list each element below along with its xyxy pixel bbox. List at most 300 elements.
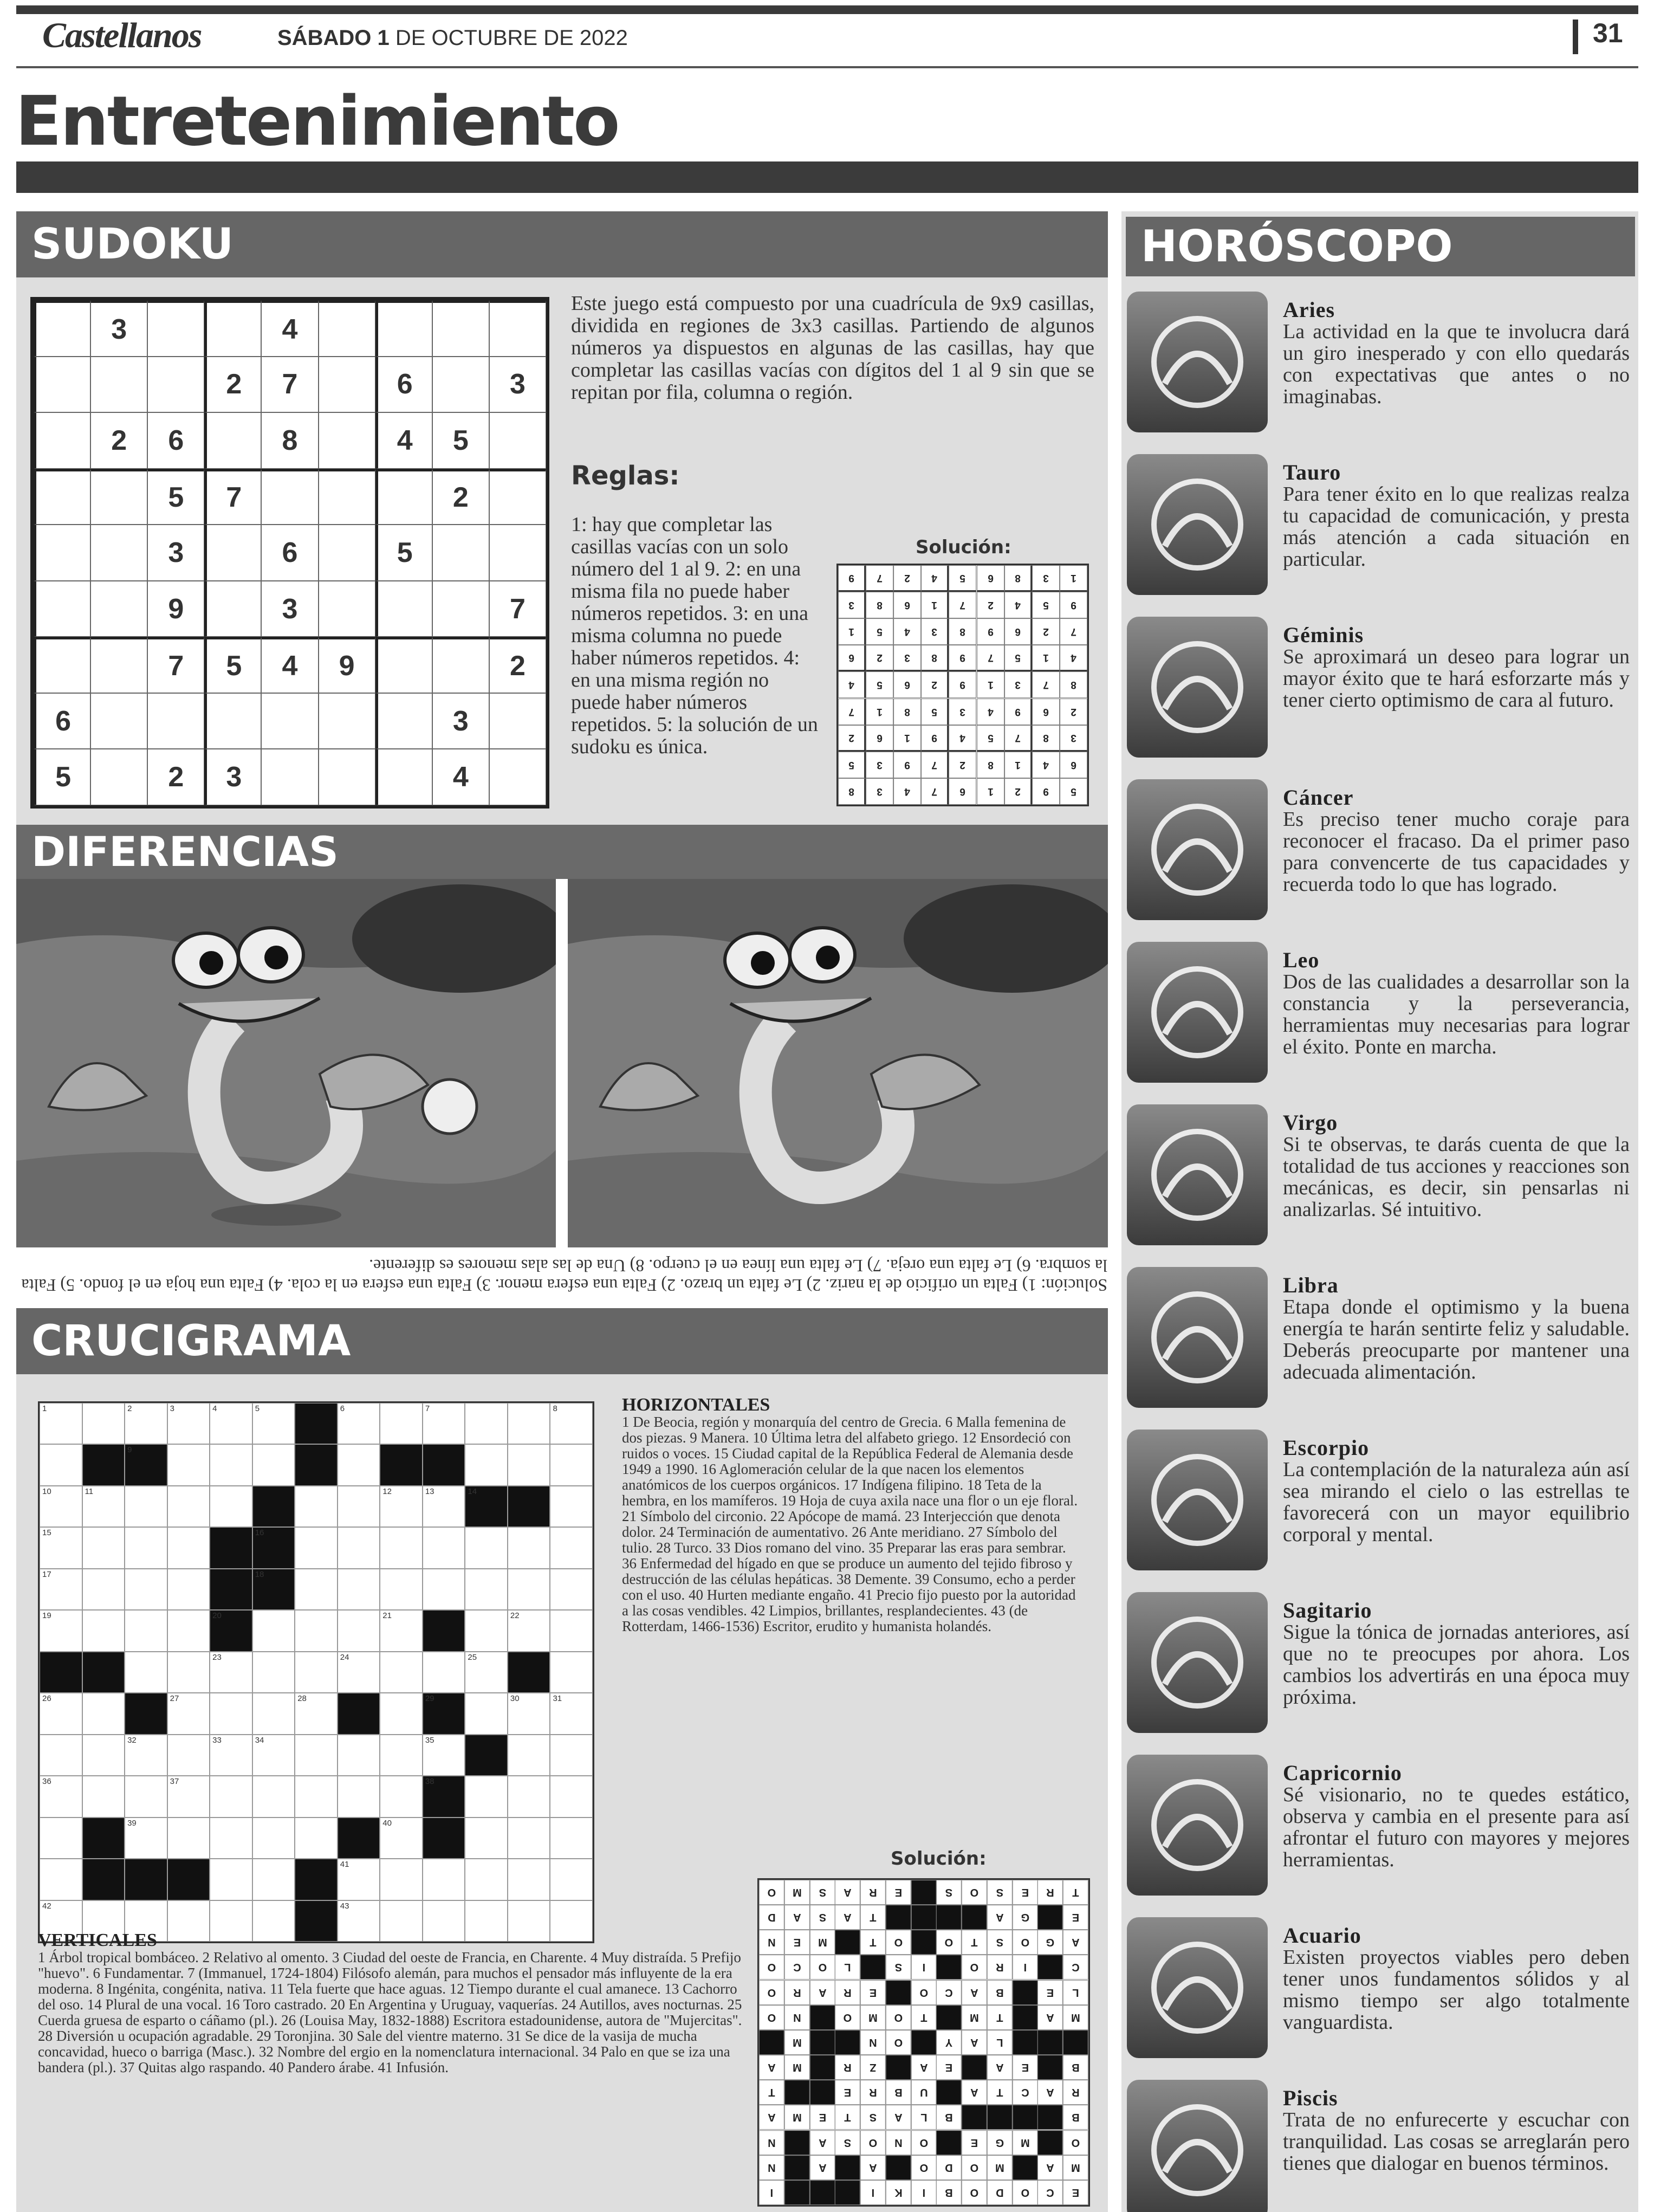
- crossword-cell[interactable]: [465, 1776, 508, 1817]
- crossword-solution-cell: E: [784, 1930, 810, 1955]
- sudoku-grid: [30, 297, 549, 809]
- crossword-cell[interactable]: [252, 1610, 295, 1651]
- crossword-solution-cell: O: [962, 2155, 987, 2180]
- crossword-solution-cell: R: [835, 1980, 860, 2005]
- crossword-clue-number: 7: [425, 1404, 430, 1413]
- crossword-solution-cell: [886, 1980, 911, 2005]
- crossword-cell[interactable]: [210, 1693, 252, 1734]
- crossword-cell[interactable]: [125, 1527, 167, 1568]
- horoscope-sign-name: Cáncer: [1283, 785, 1354, 810]
- sudoku-solution-cell: 1: [838, 618, 866, 645]
- crossword-cell[interactable]: [508, 1444, 550, 1485]
- sudoku-solution-cell: 7: [949, 592, 976, 618]
- crossword-clue-number: 35: [425, 1735, 434, 1745]
- crossword-cell[interactable]: [465, 1569, 508, 1610]
- crossword-solution-cell: [936, 1905, 962, 1930]
- crossword-solution-cell: [1037, 2030, 1063, 2055]
- crossword-solution-cell: S: [987, 1930, 1013, 1955]
- crossword-cell[interactable]: [338, 1444, 380, 1485]
- sudoku-cell: [261, 469, 318, 525]
- crossword-solution-cell: [1063, 2030, 1088, 2055]
- crossword-cell[interactable]: [210, 1486, 252, 1527]
- crossword-solution-cell: M: [860, 2005, 886, 2030]
- crossword-clue-number: 8: [553, 1404, 557, 1413]
- crossword-solution-cell: [987, 2105, 1013, 2130]
- crossword-cell[interactable]: [338, 1859, 380, 1900]
- crossword-solution-cell: M: [1063, 2005, 1088, 2030]
- sudoku-cell: 5: [34, 749, 90, 805]
- crossword-cell[interactable]: [252, 1859, 295, 1900]
- crossword-solution-cell: [911, 2030, 937, 2055]
- crossword-solution-cell: U: [911, 2080, 937, 2105]
- crossword-cell[interactable]: [125, 1486, 167, 1527]
- crossword-cell[interactable]: [338, 1735, 380, 1776]
- crossword-cell[interactable]: [380, 1652, 423, 1693]
- section-title: Entretenimiento: [15, 81, 619, 161]
- sudoku-cell: 8: [261, 412, 318, 469]
- crossword-cell: [338, 1693, 380, 1734]
- crossword-cell[interactable]: [167, 1444, 210, 1485]
- sudoku-solution-cell: 9: [949, 645, 976, 671]
- crossword-cell[interactable]: [380, 1569, 423, 1610]
- verticales-title: VERTICALES: [38, 1930, 157, 1950]
- sudoku-solution-cell: 5: [1032, 592, 1060, 618]
- horoscope-sign-name: Capricornio: [1283, 1761, 1402, 1785]
- crossword-cell[interactable]: [338, 1900, 380, 1942]
- crossword-cell[interactable]: [40, 1610, 82, 1651]
- crossword-cell[interactable]: [338, 1610, 380, 1651]
- sudoku-solution-cell: 2: [949, 752, 976, 778]
- crossword-cell[interactable]: [295, 1735, 338, 1776]
- crossword-cell[interactable]: [338, 1486, 380, 1527]
- sudoku-cell: [319, 300, 375, 357]
- crossword-cell[interactable]: [167, 1776, 210, 1817]
- crossword-cell[interactable]: [338, 1776, 380, 1817]
- verticales-clues: 1 Árbol tropical bombáceo. 2 Relativo al omento. 3 Ciudad del oeste de Francia, en Charente. 4 Muy distraída. 5 Prefijo "huevo". 6 Fundamentar. 7 (Immanuel, 1724-1804) Filósofo alemán, para muchos el pensador más influyente de la era moderna. 8 Ingénita, congénita, nativa. 11 Tela fuerte que hace aguas. 12 Tiempo durante el cual amanece. 13 Cachorro del oso. 14 Plural de una vocal. 16 Toro castrado. 20 En Argentina y Uruguay, vaquerías. 24 Autillos, aves nocturnas. 25 Cuerda gruesa de esparto o cáñamo (pl.). 26 (Louisa May, 1832-1888) Escritora estadounidense, autora de "Mujercitas". 28 Diversión u ocupación agradable. 29 Toronjina. 30 Sale del vientre materno. 31 Se dice de la vasija de mucha concavidad, hueco o barriga (Masc.). 32 Nombre del ergio en la nomenclatura internacional. 34 Palo en que se iza una bandera (pl.). 37 Quitas algo raspando. 40 Pandero árabe. 41 Infusión.: [38, 1949, 742, 2075]
- crossword-cell[interactable]: [252, 1818, 295, 1859]
- crossword-cell[interactable]: [550, 1569, 593, 1610]
- sudoku-cell: 7: [147, 637, 204, 693]
- crossword-cell[interactable]: [82, 1610, 125, 1651]
- crossword-solution-cell: Y: [936, 2030, 962, 2055]
- crossword-solution-cell: [1037, 1905, 1063, 1930]
- crossword-cell[interactable]: [508, 1735, 550, 1776]
- horoscopo-header: HORÓSCOPO: [1126, 217, 1635, 276]
- crossword-cell[interactable]: [40, 1486, 82, 1527]
- crossword-cell[interactable]: [550, 1403, 593, 1444]
- sudoku-cell: [90, 357, 147, 413]
- crossword-cell[interactable]: [167, 1693, 210, 1734]
- crossword-solution-cell: M: [810, 1930, 835, 1955]
- crossword-cell: [380, 1444, 423, 1485]
- crossword-solution-cell: O: [911, 1980, 937, 2005]
- sudoku-cell: [90, 581, 147, 637]
- sudoku-solution-cell: 6: [1004, 618, 1032, 645]
- crossword-clue-number: 43: [340, 1901, 349, 1911]
- crossword-cell[interactable]: [167, 1900, 210, 1942]
- crossword-cell[interactable]: [167, 1610, 210, 1651]
- crossword-cell[interactable]: [82, 1403, 125, 1444]
- sudoku-solution-cell: 7: [838, 698, 866, 725]
- crossword-solution-cell: O: [962, 1880, 987, 1905]
- sudoku-cell: [204, 581, 261, 637]
- crossword-cell[interactable]: [167, 1818, 210, 1859]
- crossword-solution-cell: A: [1037, 2080, 1063, 2105]
- crossword-solution-cell: [835, 2155, 860, 2180]
- crossword-cell[interactable]: [380, 1403, 423, 1444]
- crossword-solution-cell: [962, 1905, 987, 1930]
- crossword-solution-cell: A: [835, 1905, 860, 1930]
- crossword-cell[interactable]: [550, 1652, 593, 1693]
- crossword-solution-cell: [1013, 1980, 1038, 2005]
- crossword-solution-cell: O: [810, 1955, 835, 1980]
- crossword-cell[interactable]: [40, 1735, 82, 1776]
- horizontales-title: HORIZONTALES: [622, 1395, 770, 1415]
- crossword-cell: [252, 1486, 295, 1527]
- crossword-cell[interactable]: [40, 1403, 82, 1444]
- sudoku-solution-cell: 4: [1032, 752, 1060, 778]
- crossword-cell[interactable]: [252, 1735, 295, 1776]
- crossword-cell[interactable]: [508, 1900, 550, 1942]
- crossword-cell[interactable]: [550, 1527, 593, 1568]
- crossword-cell[interactable]: [125, 1652, 167, 1693]
- sudoku-solution-cell: 3: [893, 645, 921, 671]
- crossword-cell[interactable]: [210, 1900, 252, 1942]
- crossword-solution-cell: E: [1063, 1905, 1088, 1930]
- crossword-cell[interactable]: [167, 1403, 210, 1444]
- crossword-solution-cell: [810, 2180, 835, 2205]
- crossword-cell[interactable]: [465, 1444, 508, 1485]
- sudoku-rules-title: Reglas:: [571, 461, 680, 491]
- crossword-cell[interactable]: [167, 1569, 210, 1610]
- crossword-cell: [125, 1444, 167, 1485]
- sudoku-solution-cell: 3: [1060, 725, 1087, 752]
- crossword-cell[interactable]: [167, 1486, 210, 1527]
- crossword-solution-cell: [810, 2055, 835, 2080]
- sudoku-cell: [432, 525, 489, 581]
- crossword-solution-cell: O: [759, 1880, 784, 1905]
- crossword-cell[interactable]: [550, 1776, 593, 1817]
- crossword-cell[interactable]: [167, 1652, 210, 1693]
- sudoku-solution-cell: 3: [921, 618, 949, 645]
- sudoku-cell: 3: [204, 749, 261, 805]
- sudoku-cell: 7: [261, 357, 318, 413]
- crossword-solution-cell: [886, 1905, 911, 1930]
- crossword-cell: [423, 1776, 465, 1817]
- crossword-solution-cell: [810, 2080, 835, 2105]
- crossword-cell: [295, 1900, 338, 1942]
- crossword-cell[interactable]: [125, 1569, 167, 1610]
- crossword-clue-number: 22: [510, 1611, 520, 1621]
- crossword-cell[interactable]: [252, 1776, 295, 1817]
- crossword-solution-grid: [757, 1878, 1090, 2207]
- sudoku-solution-cell: 5: [866, 618, 893, 645]
- crossword-cell[interactable]: [82, 1486, 125, 1527]
- crossword-cell[interactable]: [210, 1735, 252, 1776]
- leo-icon: [1127, 942, 1268, 1083]
- crossword-solution-cell: S: [860, 2105, 886, 2130]
- crossword-solution-cell: [911, 1905, 937, 1930]
- crossword-cell[interactable]: [508, 1610, 550, 1651]
- crossword-solution-cell: O: [936, 1930, 962, 1955]
- crossword-solution-cell: O: [911, 2130, 937, 2155]
- sudoku-solution-cell: 6: [866, 725, 893, 752]
- horoscope-sign-name: Acuario: [1283, 1923, 1361, 1948]
- sudoku-solution-cell: 3: [866, 752, 893, 778]
- crossword-cell[interactable]: [295, 1610, 338, 1651]
- horoscope-sign-text: Se aproximará un deseo para lograr un mayor éxito que te hará esforzarte más y tener cierto optimismo de cara al futuro.: [1283, 645, 1630, 712]
- crossword-solution-cell: R: [860, 1880, 886, 1905]
- crossword-cell[interactable]: [167, 1735, 210, 1776]
- crossword-cell[interactable]: [210, 1652, 252, 1693]
- crossword-cell[interactable]: [465, 1818, 508, 1859]
- crossword-solution-cell: A: [886, 2105, 911, 2130]
- horoscope-sign-text: Dos de las cualidades a desarrollar son la constancia y la perseverancia, herramientas muy necesarias para lograr el éxito. Ponte en marcha.: [1283, 971, 1630, 1058]
- crossword-cell[interactable]: [252, 1652, 295, 1693]
- crossword-clue-number: 41: [340, 1860, 349, 1870]
- crossword-solution-cell: [1037, 2055, 1063, 2080]
- crossword-solution-cell: A: [835, 1880, 860, 1905]
- crossword-solution-cell: O: [759, 2005, 784, 2030]
- sudoku-cell: [204, 525, 261, 581]
- crossword-cell[interactable]: [508, 1818, 550, 1859]
- crossword-cell[interactable]: [550, 1859, 593, 1900]
- crossword-cell[interactable]: [338, 1527, 380, 1568]
- crossword-cell[interactable]: [423, 1403, 465, 1444]
- crossword-cell[interactable]: [380, 1693, 423, 1734]
- crossword-clue-number: 26: [42, 1694, 51, 1704]
- crossword-cell[interactable]: [380, 1735, 423, 1776]
- horoscope-sign-text: Etapa donde el optimismo y la buena energía te harán sentirte feliz y saludable. Deberás preocuparte por mantener una adecuada alimentación.: [1283, 1296, 1630, 1383]
- crossword-cell[interactable]: [423, 1569, 465, 1610]
- crossword-cell[interactable]: [210, 1818, 252, 1859]
- sudoku-cell: [375, 637, 432, 693]
- crossword-cell[interactable]: [338, 1569, 380, 1610]
- crossword-solution-cell: N: [759, 1930, 784, 1955]
- crossword-cell[interactable]: [252, 1900, 295, 1942]
- crossword-cell[interactable]: [423, 1859, 465, 1900]
- sudoku-solution-cell: 2: [921, 671, 949, 698]
- crossword-cell: [125, 1693, 167, 1734]
- crossword-cell[interactable]: [295, 1818, 338, 1859]
- crossword-cell[interactable]: [550, 1486, 593, 1527]
- crossword-cell[interactable]: [40, 1693, 82, 1734]
- crossword-cell[interactable]: [465, 1900, 508, 1942]
- crossword-cell[interactable]: [508, 1403, 550, 1444]
- crossword-clue-number: 31: [553, 1694, 562, 1704]
- sudoku-cell: [375, 693, 432, 749]
- crossword-cell[interactable]: [465, 1652, 508, 1693]
- crossword-cell[interactable]: [295, 1569, 338, 1610]
- sudoku-cell: 9: [319, 637, 375, 693]
- crossword-cell[interactable]: [40, 1527, 82, 1568]
- crossword-cell[interactable]: [210, 1859, 252, 1900]
- crossword-cell[interactable]: [252, 1403, 295, 1444]
- crossword-cell[interactable]: [550, 1735, 593, 1776]
- sudoku-cell: 2: [147, 749, 204, 805]
- crossword-cell[interactable]: [295, 1693, 338, 1734]
- sudoku-solution-cell: 8: [1060, 671, 1087, 698]
- crossword-cell[interactable]: [465, 1527, 508, 1568]
- crossword-clue-number: 17: [42, 1569, 51, 1579]
- sudoku-solution-cell: 2: [1004, 778, 1032, 805]
- crossword-cell[interactable]: [508, 1569, 550, 1610]
- crossword-cell[interactable]: [380, 1486, 423, 1527]
- crossword-solution-cell: B: [936, 2180, 962, 2205]
- crossword-solution-cell: A: [1037, 2155, 1063, 2180]
- crossword-cell[interactable]: [40, 1569, 82, 1610]
- crossword-solution-cell: A: [810, 1980, 835, 2005]
- crossword-cell[interactable]: [82, 1527, 125, 1568]
- crossword-solution-cell: I: [1013, 1955, 1038, 1980]
- crossword-cell[interactable]: [423, 1735, 465, 1776]
- header-rule: [16, 66, 1638, 68]
- crossword-cell[interactable]: [465, 1693, 508, 1734]
- sudoku-cell: 2: [489, 637, 546, 693]
- sudoku-solution-cell: 1: [1004, 752, 1032, 778]
- crossword-cell[interactable]: [380, 1900, 423, 1942]
- crossword-cell[interactable]: [295, 1776, 338, 1817]
- crossword-solution-cell: [1013, 2155, 1038, 2180]
- crossword-cell[interactable]: [423, 1900, 465, 1942]
- crossword-cell[interactable]: [210, 1444, 252, 1485]
- dragon-illustration-right: [568, 879, 1108, 1247]
- crossword-cell[interactable]: [508, 1776, 550, 1817]
- crossword-clue-number: 2: [127, 1404, 132, 1413]
- crossword-cell[interactable]: [550, 1444, 593, 1485]
- crossword-solution-cell: D: [759, 1905, 784, 1930]
- sudoku-solution-cell: 8: [977, 752, 1004, 778]
- crossword-solution-cell: D: [936, 2155, 962, 2180]
- sudoku-solution-cell: 3: [1004, 671, 1032, 698]
- sudoku-cell: [34, 412, 90, 469]
- crossword-cell[interactable]: [167, 1527, 210, 1568]
- crossword-cell[interactable]: [508, 1527, 550, 1568]
- sudoku-solution-cell: 9: [893, 752, 921, 778]
- crossword-cell[interactable]: [508, 1693, 550, 1734]
- crossword-cell[interactable]: [295, 1652, 338, 1693]
- sudoku-cell: [319, 469, 375, 525]
- crossword-solution-cell: T: [860, 1905, 886, 1930]
- crossword-cell[interactable]: [82, 1693, 125, 1734]
- sudoku-cell: 2: [204, 357, 261, 413]
- crossword-cell[interactable]: [252, 1444, 295, 1485]
- crossword-cell[interactable]: [210, 1403, 252, 1444]
- crossword-solution-cell: [784, 2180, 810, 2205]
- crossword-cell[interactable]: [40, 1444, 82, 1485]
- crossword-cell[interactable]: [550, 1818, 593, 1859]
- crossword-cell[interactable]: [380, 1818, 423, 1859]
- crossword-cell[interactable]: [295, 1527, 338, 1568]
- crossword-cell[interactable]: [125, 1776, 167, 1817]
- sudoku-solution-cell: 6: [893, 592, 921, 618]
- crossword-cell[interactable]: [550, 1693, 593, 1734]
- crossword-solution-cell: [886, 2055, 911, 2080]
- crossword-clue-number: 11: [85, 1486, 94, 1496]
- crossword-solution-cell: L: [835, 1955, 860, 1980]
- crossword-solution-cell: R: [1063, 2080, 1088, 2105]
- horoscope-sign-name: Tauro: [1283, 460, 1341, 484]
- crossword-clue-number: 33: [212, 1735, 222, 1745]
- crossword-cell[interactable]: [380, 1610, 423, 1651]
- sudoku-cell: [147, 357, 204, 413]
- sudoku-cell: [432, 637, 489, 693]
- horoscope-sign-name: Escorpio: [1283, 1435, 1370, 1460]
- crossword-cell[interactable]: [40, 1818, 82, 1859]
- crossword-solution-cell: [911, 1930, 937, 1955]
- crossword-cell[interactable]: [295, 1486, 338, 1527]
- sudoku-solution-cell: 9: [977, 618, 1004, 645]
- crossword-clue-number: 34: [255, 1735, 264, 1745]
- crossword-solution-cell: [835, 1930, 860, 1955]
- sudoku-solution-cell: 2: [1060, 698, 1087, 725]
- crossword-solution-cell: O: [886, 2030, 911, 2055]
- crossword-cell[interactable]: [210, 1776, 252, 1817]
- horoscope-sign-name: Libra: [1283, 1273, 1339, 1297]
- crossword-cell[interactable]: [550, 1610, 593, 1651]
- aquarius-icon: [1127, 1917, 1268, 2058]
- crossword-cell[interactable]: [82, 1776, 125, 1817]
- crossword-cell[interactable]: [465, 1859, 508, 1900]
- crossword-cell[interactable]: [125, 1610, 167, 1651]
- crossword-cell[interactable]: [380, 1776, 423, 1817]
- crossword-cell[interactable]: [380, 1527, 423, 1568]
- crossword-cell[interactable]: [423, 1486, 465, 1527]
- crossword-solution-cell: [784, 2155, 810, 2180]
- crossword-cell[interactable]: [40, 1776, 82, 1817]
- crossword-solution-cell: O: [835, 2005, 860, 2030]
- crossword-cell[interactable]: [338, 1403, 380, 1444]
- crossword-cell[interactable]: [338, 1652, 380, 1693]
- crossword-cell[interactable]: [125, 1735, 167, 1776]
- crossword-cell[interactable]: [423, 1527, 465, 1568]
- crossword-solution-cell: M: [784, 2105, 810, 2130]
- crossword-cell[interactable]: [82, 1569, 125, 1610]
- sudoku-cell: 5: [204, 637, 261, 693]
- crossword-solution-cell: M: [987, 2155, 1013, 2180]
- crossword-cell[interactable]: [423, 1652, 465, 1693]
- sudoku-solution-cell: 1: [866, 698, 893, 725]
- horoscope-sign-text: Para tener éxito en lo que realizas realza tu capacidad de comunicación, y presta más atención a cada situación en particular.: [1283, 483, 1630, 571]
- crossword-cell[interactable]: [550, 1900, 593, 1942]
- crossword-clue-number: 27: [170, 1694, 179, 1704]
- crossword-solution-cell: [810, 2005, 835, 2030]
- sagittarius-icon: [1127, 1592, 1268, 1733]
- sudoku-solution-cell: 8: [866, 592, 893, 618]
- crossword-clue-number: 36: [42, 1777, 51, 1787]
- crossword-solution-cell: N: [860, 2030, 886, 2055]
- crossword-cell[interactable]: [465, 1403, 508, 1444]
- crossword-solution-cell: Z: [860, 2055, 886, 2080]
- horoscope-sign-text: Es preciso tener mucho coraje para reconocer el fracaso. Da el primer paso para convencerte de tus capacidades y recuerda todo lo que has logrado.: [1283, 808, 1630, 896]
- crossword-solution-cell: A: [759, 2105, 784, 2130]
- crossword-cell[interactable]: [82, 1735, 125, 1776]
- crossword-cell[interactable]: [508, 1859, 550, 1900]
- sudoku-cell: [375, 469, 432, 525]
- sudoku-cell: [147, 300, 204, 357]
- crossword-cell[interactable]: [465, 1610, 508, 1651]
- crossword-cell[interactable]: [125, 1818, 167, 1859]
- crossword-clue-number: 20: [212, 1611, 222, 1621]
- crossword-cell[interactable]: [40, 1859, 82, 1900]
- crossword-cell[interactable]: [380, 1859, 423, 1900]
- sudoku-cell: [319, 412, 375, 469]
- crossword-cell[interactable]: [252, 1693, 295, 1734]
- crossword-solution-cell: E: [936, 2055, 962, 2080]
- sudoku-solution-cell: 8: [838, 778, 866, 805]
- crossword-cell[interactable]: [125, 1403, 167, 1444]
- sudoku-cell: [489, 300, 546, 357]
